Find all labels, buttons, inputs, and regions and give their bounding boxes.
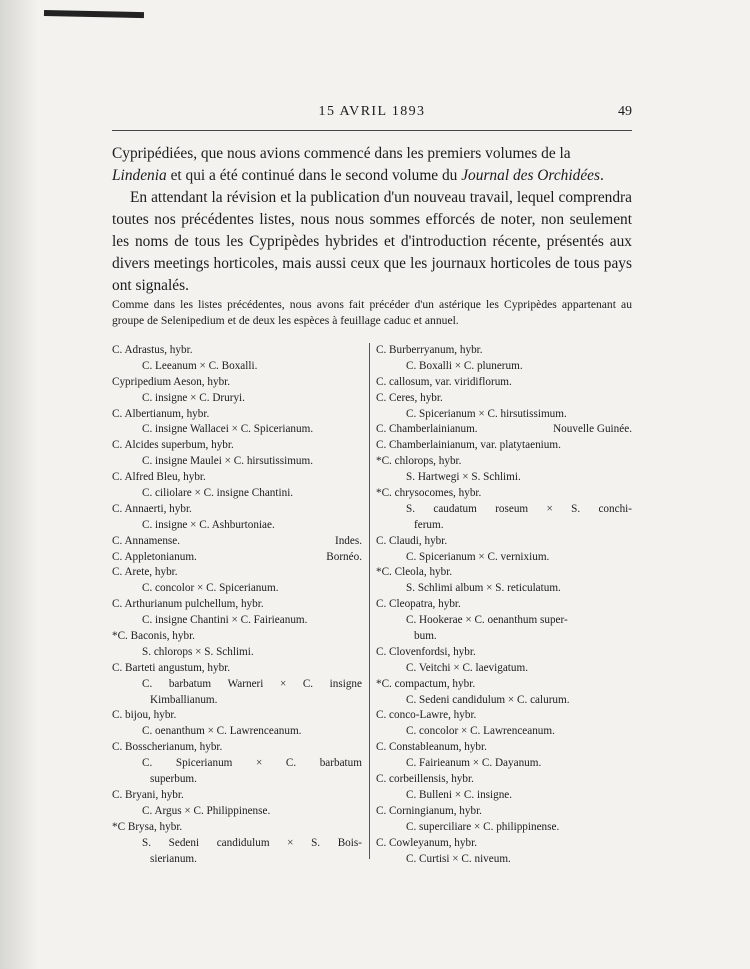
list-entry-parentage: C. insigne × C. Druryi. <box>142 391 245 404</box>
running-header <box>112 104 632 126</box>
column-divider <box>369 343 370 859</box>
intro-paragraph-2: En attendant la révision et la publication d'un nouveau travail, lequel comprendra toutes nos précédentes listes, nous nous sommes efforcés de noter, non seulement les noms de tous les Cypripèdes hybrides et d'introduction récente, présentés aux divers meetings horticoles, mais aussi ceux que les journaux horticoles de tous pays ont signalés. <box>112 189 632 294</box>
list-entry-parentage: C. ciliolare × C. insigne Chantini. <box>142 487 294 500</box>
entry-word: S. <box>571 502 581 515</box>
list-entry-name: C. Burberryanum, hybr. <box>376 344 483 356</box>
entry-word: × <box>287 836 294 849</box>
list-entry-name: C. Alfred Bleu, hybr. <box>112 471 206 484</box>
list-entry-parentage: C. Leeanum × C. Boxalli. <box>142 359 258 372</box>
entry-word: insigne <box>329 677 362 690</box>
list-entry-name: C. Bryani, hybr. <box>112 788 184 801</box>
list-entry-name: C. Albertianum, hybr. <box>112 407 210 420</box>
header-date: 15 AVRIL 1893 <box>318 104 426 119</box>
list-entry-parentage: C. Spicerianum × C. hirsutissimum. <box>406 407 567 420</box>
entry-word: caudatum <box>433 502 477 515</box>
list-entry-name: C. corbeillensis, hybr. <box>376 773 474 786</box>
entry-name: C. Appletonianum. <box>112 550 197 563</box>
entry-word: barbatum <box>319 757 362 770</box>
list-entry-parentage: C. Bulleni × C. insigne. <box>406 788 513 801</box>
list-entry-parentage: C. insigne Chantini × C. Fairieanum. <box>142 614 308 627</box>
page-binding-shadow <box>0 0 38 969</box>
entry-word: C. <box>142 677 153 690</box>
entry-name: C. Chamberlainianum. <box>376 423 478 436</box>
list-entry-name: C. bijou, hybr. <box>112 709 177 722</box>
entry-origin: Indes. <box>334 534 362 547</box>
list-entry-parentage: S. Hartwegi × S. Schlimi. <box>406 471 521 484</box>
list-entry-parentage <box>112 756 362 772</box>
list-entry-parentage: superbum. <box>150 773 197 786</box>
list-entry-parentage <box>376 502 632 518</box>
list-entry-name: C. Annaerti, hybr. <box>112 502 192 515</box>
list-entry-parentage: ferum. <box>414 518 444 531</box>
list-entry-name: C. Alcides superbum, hybr. <box>112 439 234 452</box>
list-entry-parentage: S. Schlimi album × S. reticulatum. <box>406 582 561 595</box>
entry-word: roseum <box>495 502 529 515</box>
list-entry-name: C. Corningianum, hybr. <box>376 804 482 817</box>
list-entry-parentage: C. Fairieanum × C. Dayanum. <box>406 757 542 770</box>
entry-word: Spicerianum <box>175 757 233 770</box>
list-entry-name: C. Adrastus, hybr. <box>112 344 193 356</box>
list-entry-name: C. Arete, hybr. <box>112 566 178 579</box>
list-entry-name: C. Arthurianum pulchellum, hybr. <box>112 598 264 611</box>
list-entry-name: C. Constableanum, hybr. <box>376 741 487 754</box>
list-entry-parentage: C. Veitchi × C. laevigatum. <box>406 661 529 674</box>
entry-word: barbatum <box>168 677 212 690</box>
asterisk-note <box>112 297 632 329</box>
list-entry-name: C. Cleopatra, hybr. <box>376 598 461 611</box>
italic-title: Journal des Orchidées <box>461 167 600 184</box>
entry-word: C. <box>302 677 314 690</box>
list-entry-parentage: C. Curtisi × C. niveum. <box>406 852 511 865</box>
list-entry-parentage: C. superciliare × C. philippinense. <box>406 820 560 833</box>
left-column-list <box>112 343 362 867</box>
entry-name: C. Annamense. <box>112 534 181 547</box>
list-entry-name: C. Cowleyanum, hybr. <box>376 836 477 849</box>
italic-title: Lindenia <box>112 167 167 184</box>
entry-word: Warneri <box>227 677 264 690</box>
entry-word: Bois- <box>337 836 362 849</box>
intro-p1-line-1: Cypripédiées, que nous avions commencé dans les premiers volumes de la <box>112 145 571 162</box>
list-entry-name: *C. chrysocomes, hybr. <box>376 487 482 500</box>
entry-word: S. <box>311 836 321 849</box>
right-column-list <box>376 343 632 867</box>
entry-word: × <box>279 677 287 690</box>
list-entry-name: C. Ceres, hybr. <box>376 391 443 404</box>
entry-word: × <box>546 502 553 515</box>
list-entry-name: *C. compactum, hybr. <box>376 677 476 690</box>
list-entry-name <box>376 422 632 438</box>
entry-word: S. <box>142 836 152 849</box>
entry-word: C. <box>142 757 153 770</box>
entry-word: C. <box>285 757 297 770</box>
list-entry-name: C. Clovenfordsi, hybr. <box>376 645 476 658</box>
entry-word: candidulum <box>216 836 270 849</box>
list-entry-parentage: C. insigne Maulei × C. hirsutissimum. <box>142 455 314 468</box>
intro-paragraph-1 <box>112 143 632 187</box>
entry-word: × <box>255 757 263 770</box>
list-entry-parentage: C. oenanthum × C. Lawrenceanum. <box>142 725 302 738</box>
list-entry-parentage: C. Spicerianum × C. vernixium. <box>406 550 550 563</box>
page-number: 49 <box>618 104 632 119</box>
list-entry-name: C. Bosscherianum, hybr. <box>112 741 223 754</box>
asterisk-note-text: Comme dans les listes précédentes, nous avons fait précéder d'un astérique les Cypripèdes appartenant au groupe de Selenipedium et de deux les espèces à feuillage caduc et annuel. <box>112 298 632 327</box>
list-entry-parentage: C. Boxalli × C. plunerum. <box>406 359 523 372</box>
list-entry-name <box>112 550 362 566</box>
list-entry-name: C. Chamberlainianum, var. platytaenium. <box>376 439 561 452</box>
list-entry-parentage <box>112 677 362 693</box>
entry-word: Sedeni <box>168 836 200 849</box>
list-entry-name: *C. Baconis, hybr. <box>112 630 195 643</box>
list-entry-name: C. Barteti angustum, hybr. <box>112 661 231 674</box>
scan-corner-mark <box>44 10 144 18</box>
list-entry-name: *C Brysa, hybr. <box>112 820 183 833</box>
list-entry-name: *C. Cleola, hybr. <box>376 566 453 579</box>
list-entry-parentage: C. concolor × C. Spicerianum. <box>142 582 279 595</box>
list-entry-parentage <box>112 836 362 852</box>
list-entry-parentage: S. chlorops × S. Schlimi. <box>142 645 254 658</box>
list-entry-parentage: C. insigne Wallacei × C. Spicerianum. <box>142 423 314 436</box>
entry-origin: Nouvelle Guinée. <box>553 423 632 436</box>
list-entry-name: Cypripedium Aeson, hybr. <box>112 375 231 388</box>
list-entry-name: C. conco-Lawre, hybr. <box>376 709 477 722</box>
intro-text <box>112 143 632 297</box>
list-entry-name: C. callosum, var. viridiflorum. <box>376 375 512 388</box>
list-entry-parentage: C. insigne × C. Ashburtoniae. <box>142 518 275 531</box>
header-rule <box>112 130 632 131</box>
intro-p1-line-2: Lindenia et qui a été continué dans le second volume du Journal des Orchidées. <box>112 167 604 184</box>
entry-word: conchi- <box>598 502 632 515</box>
list-entry-parentage: C. Argus × C. Philippinense. <box>142 804 271 817</box>
list-entry-name: C. Claudi, hybr. <box>376 534 448 547</box>
list-entry-name: *C. chlorops, hybr. <box>376 455 462 468</box>
list-entry-parentage: C. Hookerae × C. oenanthum super- <box>406 614 568 627</box>
list-entry-parentage: bum. <box>414 630 437 643</box>
list-entry-parentage: sierianum. <box>150 852 197 865</box>
list-entry-parentage: Kimballianum. <box>150 693 218 706</box>
entry-word: S. <box>406 502 416 515</box>
list-entry-parentage: C. concolor × C. Lawrenceanum. <box>406 725 555 738</box>
list-entry-parentage: C. Sedeni candidulum × C. calurum. <box>406 693 570 706</box>
entry-origin: Bornéo. <box>326 550 362 563</box>
list-entry-name <box>112 534 362 550</box>
